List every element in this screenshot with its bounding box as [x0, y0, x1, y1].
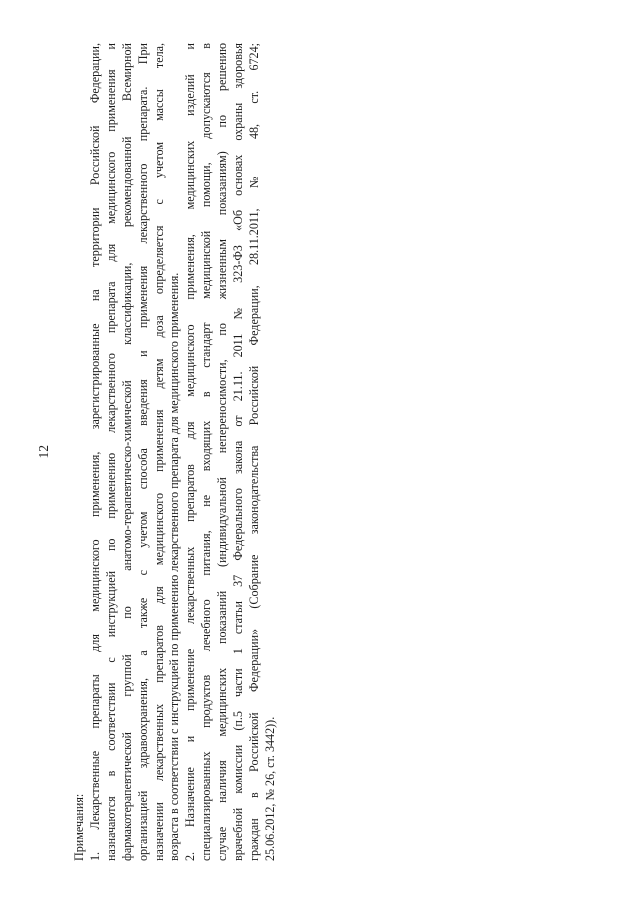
notes-title: Примечания:: [72, 793, 86, 861]
note-line: 2. Назначение и применение лекарственных препаратов для медицинского применения, медицинских изделий и: [183, 43, 198, 861]
note-line: случае наличия медицинских показаний (индивидуальной непереносимости, по жизненным показаниям) по решению: [215, 43, 230, 861]
note-line: фармакотерапевтической группой по анатомо-терапевтическо-химической классификации, рекомендованной Всемирной: [119, 43, 134, 861]
note-line: граждан в Российской Федерации» (Собрание законодательства Российской Федерации, 28.11.2011, № 48, ст. 6724;: [246, 43, 261, 861]
note-line: назначении лекарственных препаратов для медицинского применения детям доза определяется с учетом массы тела,: [151, 43, 166, 861]
note-line: 25.06.2012, № 26, ст. 3442)).: [262, 716, 277, 861]
note-line: 1. Лекарственные препараты для медицинского применения, зарегистрированные на территории Российской Федерации,: [87, 43, 102, 861]
note-line: назначаются в соответствии с инструкцией по применению лекарственного препарата для медицинского применения и: [103, 43, 118, 861]
note-line: организацией здравоохранения, а также с учетом способа введения и применения лекарственного препарата. При: [135, 43, 150, 861]
note-line: врачебной комиссии (п.5 части 1 статьи 37 Федерального закона от 21.11. 2011 № 323-ФЗ «Об основах охраны здоровья: [231, 43, 246, 861]
note-line: возраста в соответствии с инструкцией по применению лекарственного препарата для медицинского применения.: [167, 272, 182, 861]
notes-block: [72, 43, 292, 861]
page-number: 12: [36, 445, 51, 459]
note-line: специализированных продуктов лечебного питания, не входящих в стандарт медицинской помощи, допускаются в: [199, 43, 214, 861]
